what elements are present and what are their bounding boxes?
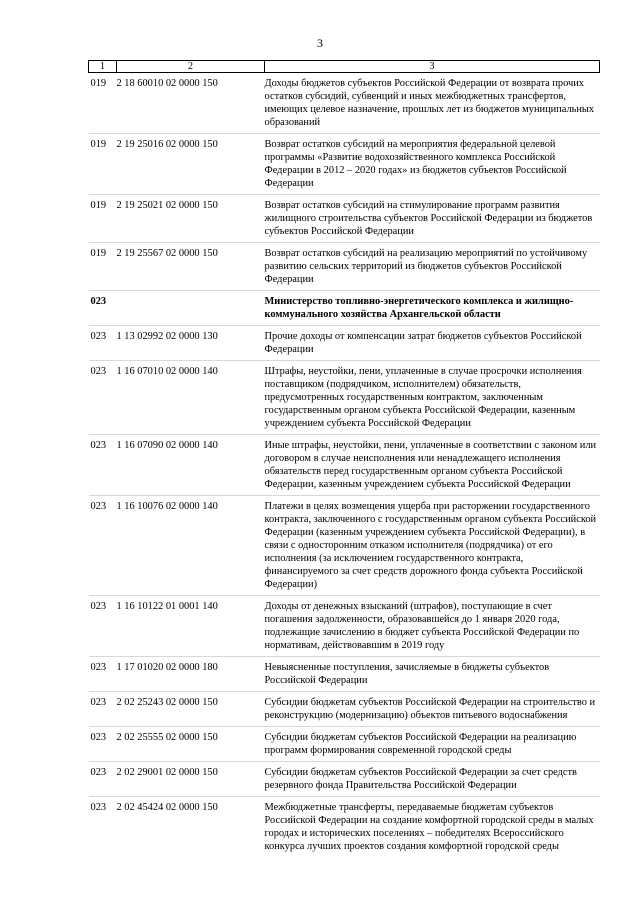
description-cell: Иные штрафы, неустойки, пени, уплаченные в соответствии с законом или договором в случае неисполнения или ненадлежащего исполнения обязательств перед государственным органом субъекта Российской Федерации, казенным учреждением субъекта Российской Федерации	[265, 435, 600, 496]
admin-code-cell: 019	[89, 243, 117, 291]
budget-code-cell: 1 16 07090 02 0000 140	[117, 435, 265, 496]
budget-code-cell: 1 17 01020 02 0000 180	[117, 657, 265, 692]
admin-code-cell: 023	[89, 727, 117, 762]
budget-code-cell	[117, 291, 265, 326]
description-cell: Платежи в целях возмещения ущерба при расторжении государственного контракта, заключенного с государственным органом субъекта Российской Федерации (казенным учреждением субъекта Российской Федерации), в связи с односторонним отказом исполнителя (подрядчика) от его исполнения (за исключением государственного контракта, финансируемого за счет средств дорожного фонда субъекта Российской Федерации)	[265, 496, 600, 596]
description-cell: Возврат остатков субсидий на реализацию мероприятий по устойчивому развитию сельских территорий из бюджетов субъектов Российской Федерации	[265, 243, 600, 291]
description-cell: Межбюджетные трансферты, передаваемые бюджетам субъектов Российской Федерации на создание комфортной городской среды в малых городах и исторических поселениях – победителях Всероссийского конкурса лучших проектов создания комфортной городской среды	[264, 802, 594, 852]
description-cell: Невыясненные поступления, зачисляемые в бюджеты субъектов Российской Федерации	[265, 657, 600, 692]
budget-code-cell: 2 02 25243 02 0000 150	[117, 692, 265, 727]
budget-code-cell: 1 13 02992 02 0000 130	[117, 326, 265, 361]
column-header-3: 3	[265, 61, 600, 73]
budget-code-cell: 2 02 29001 02 0000 150	[117, 762, 265, 797]
description-cell: Возврат остатков субсидий на мероприятия федеральной целевой программы «Развитие водохозяйственного комплекса Российской Федерации в 2012 – 2020 годах» из бюджетов субъектов Российской Федерации	[265, 134, 600, 195]
page-number: 3	[317, 36, 323, 50]
table-row	[89, 243, 600, 291]
revenue-codes-table	[88, 60, 600, 857]
admin-code-cell: 023	[89, 596, 117, 657]
budget-code-cell: 2 02 25555 02 0000 150	[117, 727, 265, 762]
admin-code-cell: 023	[89, 435, 117, 496]
admin-code-cell: 023	[89, 291, 117, 326]
column-header-1: 1	[89, 61, 117, 73]
table-row	[89, 361, 600, 435]
budget-code-cell: 1 16 07010 02 0000 140	[117, 361, 265, 435]
admin-code-cell: 023	[89, 326, 117, 361]
admin-code-cell: 019	[89, 134, 117, 195]
budget-code-cell: 2 18 60010 02 0000 150	[117, 73, 265, 134]
description-cell: Прочие доходы от компенсации затрат бюджетов субъектов Российской Федерации	[265, 326, 600, 361]
table-row	[89, 762, 600, 797]
budget-code-cell: 2 02 45424 02 0000 150	[116, 802, 218, 813]
budget-code-cell: 1 16 10122 01 0001 140	[117, 596, 265, 657]
description-cell: Возврат остатков субсидий на стимулирование программ развития жилищного строительства субъектов Российской Федерации из бюджетов субъектов Российской Федерации	[265, 195, 600, 243]
column-header-2: 2	[117, 61, 265, 73]
description-cell: Доходы бюджетов субъектов Российской Федерации от возврата прочих остатков субсидий, субвенций и иных межбюджетных трансфертов, имеющих целевое назначение, прошлых лет из бюджетов муниципальных образований	[265, 73, 600, 134]
admin-code-cell: 023	[89, 657, 117, 692]
table-row	[89, 496, 600, 596]
description-cell: Субсидии бюджетам субъектов Российской Федерации за счет средств резервного фонда Правительства Российской Федерации	[265, 762, 600, 797]
budget-code-cell: 2 19 25021 02 0000 150	[117, 195, 265, 243]
table-row	[89, 596, 600, 657]
table-row	[89, 692, 600, 727]
table-row	[89, 326, 600, 361]
table-row	[89, 797, 600, 858]
budget-code-cell: 2 19 25016 02 0000 150	[117, 134, 265, 195]
description-cell: Субсидии бюджетам субъектов Российской Федерации на строительство и реконструкцию (модернизацию) объектов питьевого водоснабжения	[265, 692, 600, 727]
admin-code-cell: 019	[89, 73, 117, 134]
admin-code-cell: 023	[90, 802, 107, 813]
table-row	[89, 657, 600, 692]
section-heading-row	[89, 291, 600, 326]
description-cell: Министерство топливно-энергетического комплекса и жилищно-коммунального хозяйства Архангельской области	[265, 291, 600, 326]
description-cell: Штрафы, неустойки, пени, уплаченные в случае просрочки исполнения поставщиком (подрядчиком, исполнителем) обязательств, предусмотренных государственным контрактом, заключенным государственным органом субъекта Российской Федерации, казенным учреждением субъекта Российской Федерации	[265, 361, 600, 435]
budget-code-cell: 1 16 10076 02 0000 140	[117, 496, 265, 596]
column-number-row	[89, 61, 600, 73]
table-row	[89, 134, 600, 195]
table-row	[89, 73, 600, 134]
description-cell: Субсидии бюджетам субъектов Российской Федерации на реализацию программ формирования современной городской среды	[265, 727, 600, 762]
admin-code-cell: 023	[89, 361, 117, 435]
table-row	[89, 727, 600, 762]
admin-code-cell: 023	[89, 692, 117, 727]
table-body	[89, 73, 600, 858]
table-row	[89, 195, 600, 243]
description-cell: Доходы от денежных взысканий (штрафов), поступающие в счет погашения задолженности, образовавшейся до 1 января 2020 года, подлежащие зачислению в бюджет субъекта Российской Федерации по нормативам, действовавшим в 2019 году	[265, 596, 600, 657]
table-row	[89, 435, 600, 496]
admin-code-cell: 023	[89, 496, 117, 596]
admin-code-cell: 023	[89, 762, 117, 797]
admin-code-cell: 019	[89, 195, 117, 243]
budget-code-cell: 2 19 25567 02 0000 150	[117, 243, 265, 291]
